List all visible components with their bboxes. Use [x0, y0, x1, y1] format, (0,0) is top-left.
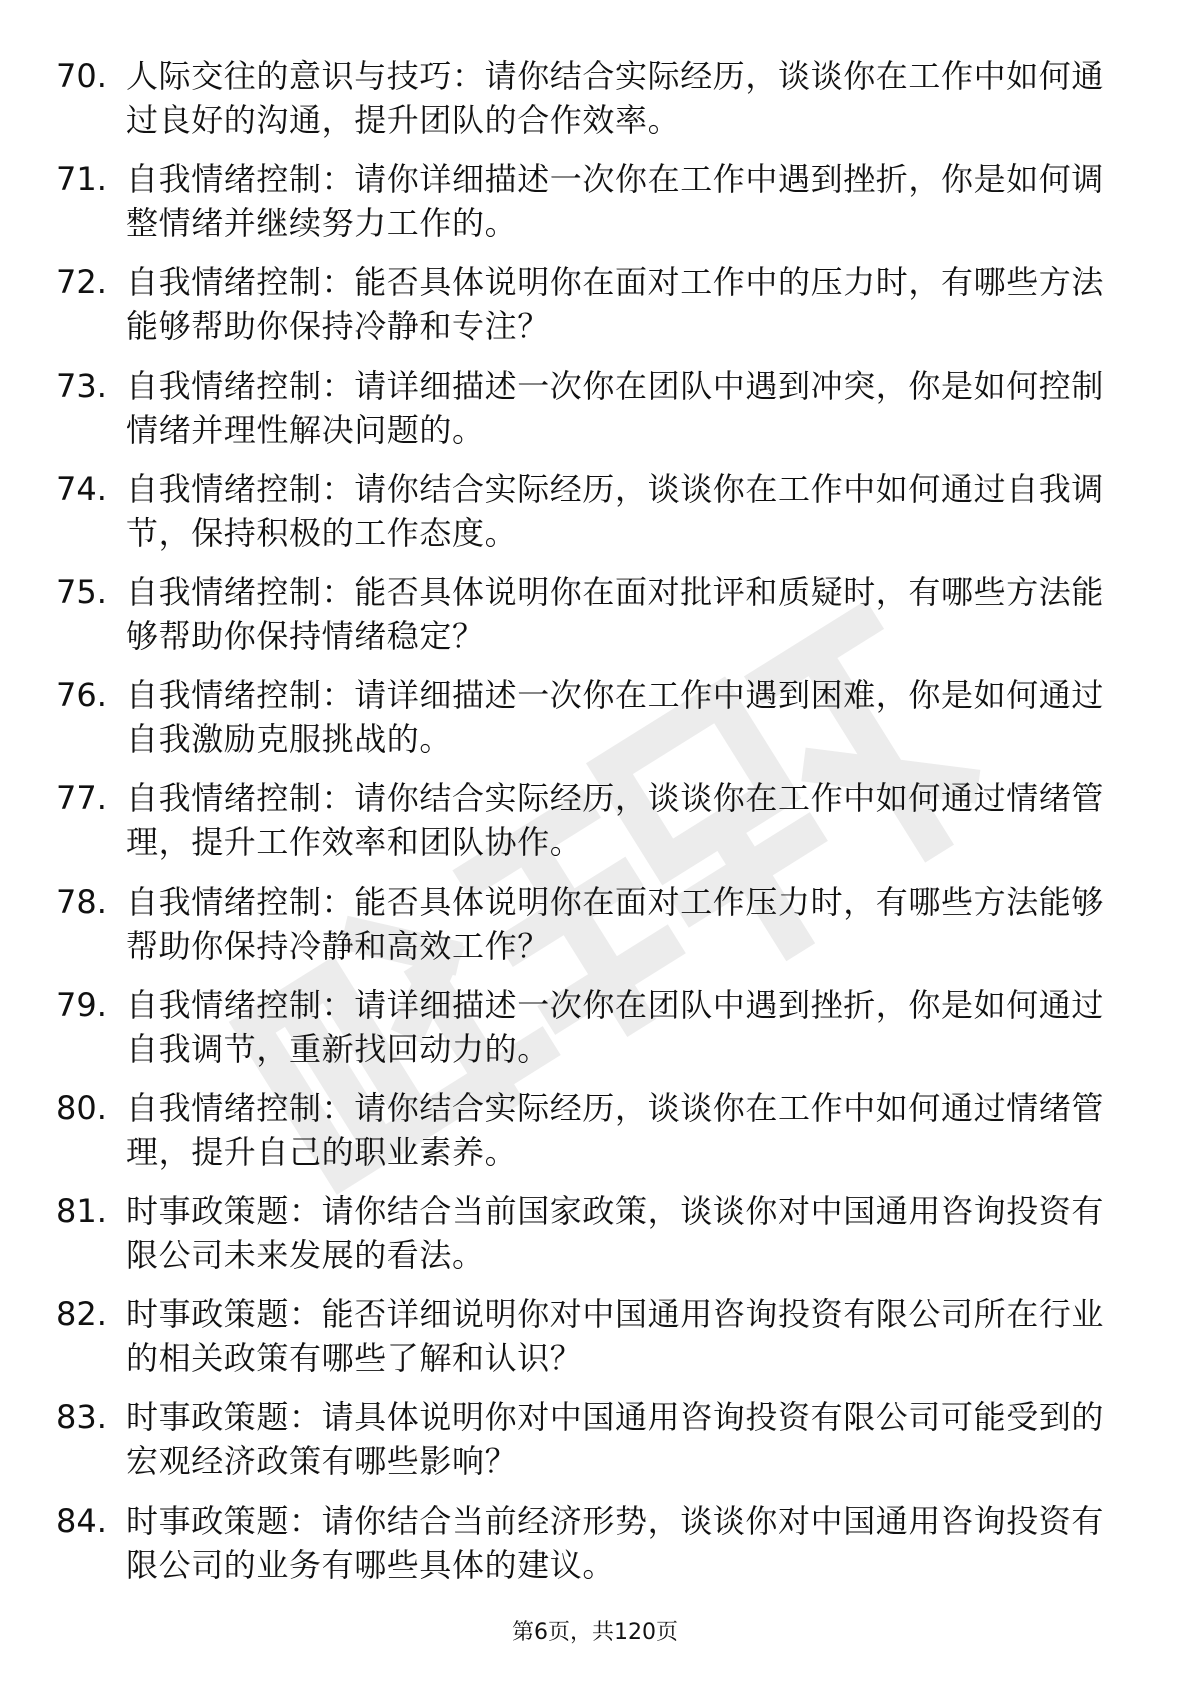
question-number: 78. — [56, 882, 107, 921]
question-number: 82. — [56, 1295, 107, 1334]
question-item — [0, 776, 1190, 879]
question-text: 自我情绪控制：请你结合实际经历，谈谈你在工作中如何通过自我调节，保持积极的工作态度。 — [126, 469, 1105, 552]
question-text: 时事政策题：请你结合当前经济形势，谈谈你对中国通用咨询投资有限公司的业务有哪些具体的建议。 — [126, 1501, 1105, 1584]
question-number: 70. — [56, 57, 107, 95]
question-item — [0, 1086, 1190, 1189]
question-text: 自我情绪控制：请详细描述一次你在工作中遇到困难，你是如何通过自我激励克服挑战的。 — [126, 676, 1105, 759]
question-item — [0, 54, 1190, 157]
question-item — [0, 1395, 1190, 1498]
question-item — [0, 467, 1190, 570]
question-text: 自我情绪控制：能否具体说明你在面对工作中的压力时，有哪些方法能够帮助你保持冷静和专注？ — [126, 263, 1105, 346]
question-number: 71. — [56, 160, 107, 199]
question-text: 时事政策题：请你结合当前国家政策，谈谈你对中国通用咨询投资有限公司未来发展的看法。 — [126, 1192, 1105, 1275]
question-number: 79. — [56, 985, 107, 1024]
question-number: 72. — [56, 263, 107, 302]
question-number: 83. — [56, 1398, 107, 1437]
question-number: 81. — [56, 1192, 107, 1231]
question-text: 自我情绪控制：请详细描述一次你在团队中遇到冲突，你是如何控制情绪并理性解决问题的。 — [126, 366, 1105, 449]
question-text: 自我情绪控制：能否具体说明你在面对批评和质疑时，有哪些方法能够帮助你保持情绪稳定？ — [126, 572, 1105, 655]
question-number: 76. — [56, 676, 107, 715]
question-item — [0, 364, 1190, 467]
question-text: 自我情绪控制：请你结合实际经历，谈谈你在工作中如何通过情绪管理，提升自己的职业素养。 — [126, 1088, 1105, 1171]
question-item — [0, 260, 1190, 363]
question-number: 74. — [56, 469, 107, 508]
question-item — [0, 983, 1190, 1086]
question-item — [0, 157, 1190, 260]
question-number: 73. — [56, 366, 107, 405]
question-number: 75. — [56, 572, 107, 611]
question-text: 自我情绪控制：能否具体说明你在面对工作压力时，有哪些方法能够帮助你保持冷静和高效工作？ — [126, 882, 1105, 965]
question-text: 时事政策题：能否详细说明你对中国通用咨询投资有限公司所在行业的相关政策有哪些了解和认识？ — [126, 1295, 1105, 1378]
question-text: 自我情绪控制：请详细描述一次你在团队中遇到挫折，你是如何通过自我调节，重新找回动力的。 — [126, 985, 1105, 1068]
question-text: 人际交往的意识与技巧：请你结合实际经历，谈谈你在工作中如何通过良好的沟通，提升团队的合作效率。 — [126, 57, 1105, 139]
question-list — [0, 54, 1190, 1602]
question-text: 时事政策题：请具体说明你对中国通用咨询投资有限公司可能受到的宏观经济政策有哪些影响？ — [126, 1398, 1105, 1481]
question-number: 84. — [56, 1501, 107, 1540]
question-number: 77. — [56, 779, 107, 818]
question-item — [0, 880, 1190, 983]
question-text: 自我情绪控制：请你结合实际经历，谈谈你在工作中如何通过情绪管理，提升工作效率和团队协作。 — [126, 779, 1105, 862]
question-item — [0, 673, 1190, 776]
question-item — [0, 1292, 1190, 1395]
question-item — [0, 1189, 1190, 1292]
page-footer: 第6页，共120页 — [512, 1620, 678, 1645]
question-item — [0, 570, 1190, 673]
question-text: 自我情绪控制：请你详细描述一次你在工作中遇到挫折，你是如何调整情绪并继续努力工作的。 — [126, 160, 1105, 243]
question-item — [0, 1499, 1190, 1602]
question-number: 80. — [56, 1088, 107, 1127]
